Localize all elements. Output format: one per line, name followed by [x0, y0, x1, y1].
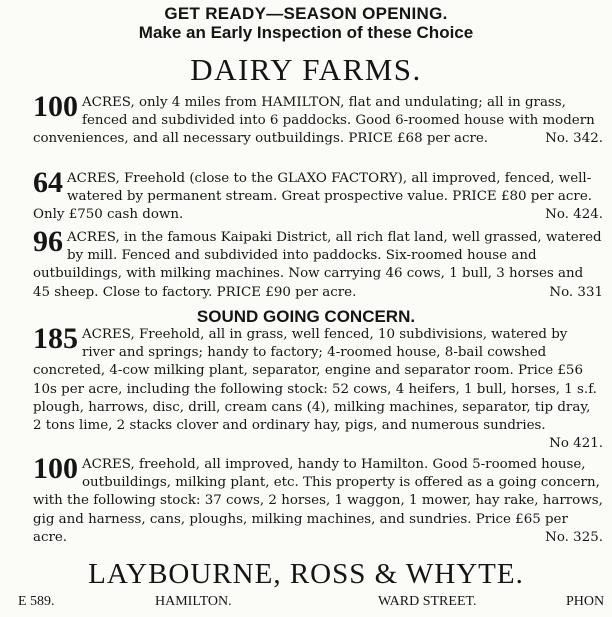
listing-lead: ACRES,: [67, 171, 120, 186]
listing-item: [33, 452, 603, 547]
ad-code: E 589.: [18, 594, 55, 609]
listing-text: only 4 miles from HAMILTON, flat and undulating; all in grass, fenced and subdivided into 6 paddocks. Good 6-roomed house with modern conveniences, and all necessary outbuildings. PRICE £68 per acre.: [33, 95, 595, 147]
listing-item: [33, 322, 603, 453]
header-get-ready: GET READY—SEASON OPENING.: [164, 4, 448, 23]
listing-acreage: 100: [33, 90, 78, 123]
listing-item: [33, 90, 603, 149]
footer-town: HAMILTON.: [155, 594, 232, 609]
listing-lead: ACRES,: [67, 230, 120, 245]
listing-text: Freehold, all in grass, well fenced, 10 subdivisions, watered by river and springs; handy to factory; 4-roomed house, 8-bail cowshed concreted, 4-cow milking plant, separator, engine and separator room. Price £56 10s per acre, including the following stock: 52 cows, 4 heifers, 1 bull, horses, 1 s.f. plough, harrows, disc, drill, cream cans (4), milking machines, separator, tip dray, 2 tons lime, 2 stacks clover and ordinary hay, pigs, and numerous sundries.: [33, 327, 597, 434]
listing-text: freehold, all improved, handy to Hamilton. Good 5-roomed house, outbuildings, milking plant, etc. This property is offered as a going concern, with the following stock: 37 cows, 2 horses, 1 waggon, 1 mower, hay rake, harrows, gig and harness, cans, ploughs, milking machines, and sundries. Price £65 per acre.: [33, 457, 603, 545]
listing-text: Freehold (close to the GLAXO FACTORY), all improved, fenced, well-watered by permanent stream. Great prospective value. PRICE £80 per acre. Only £750 cash down.: [33, 171, 593, 223]
listing-lead: ACRES,: [82, 95, 135, 110]
firm-name: LAYBOURNE, ROSS & WHYTE.: [88, 558, 524, 590]
listing-item: [33, 225, 603, 302]
listing-acreage: 100: [33, 452, 78, 485]
listing-acreage: 64: [33, 166, 63, 199]
footer-street: WARD STREET.: [378, 594, 477, 609]
header-inspection: Make an Early Inspection of these Choice: [138, 23, 474, 42]
listing-acreage: 185: [33, 322, 78, 355]
listing-acreage: 96: [33, 225, 63, 258]
page-title: DAIRY FARMS.: [190, 52, 422, 87]
listing-ref: No. 342.: [545, 131, 603, 147]
listing-item: [33, 166, 603, 225]
listing-lead: ACRES,: [82, 327, 135, 342]
listing-ref: No. 325.: [545, 529, 603, 545]
section-title: SOUND GOING CONCERN.: [196, 307, 416, 326]
listing-text: in the famous Kaipaki District, all rich flat land, well grassed, watered by mill. Fenced and subdivided into paddocks. Six-roomed house and outbuildings, with milking machines. Now carrying 46 cows, 1 bull, 3 horses and 45 sheep. Close to factory. PRICE £90 per acre.: [33, 230, 602, 300]
footer-phone: PHON: [566, 594, 605, 609]
listing-lead: ACRES,: [82, 457, 135, 472]
listing-ref: No. 331: [549, 284, 603, 300]
listing-ref: No 421.: [549, 436, 603, 452]
listing-ref: No. 424.: [545, 207, 603, 223]
